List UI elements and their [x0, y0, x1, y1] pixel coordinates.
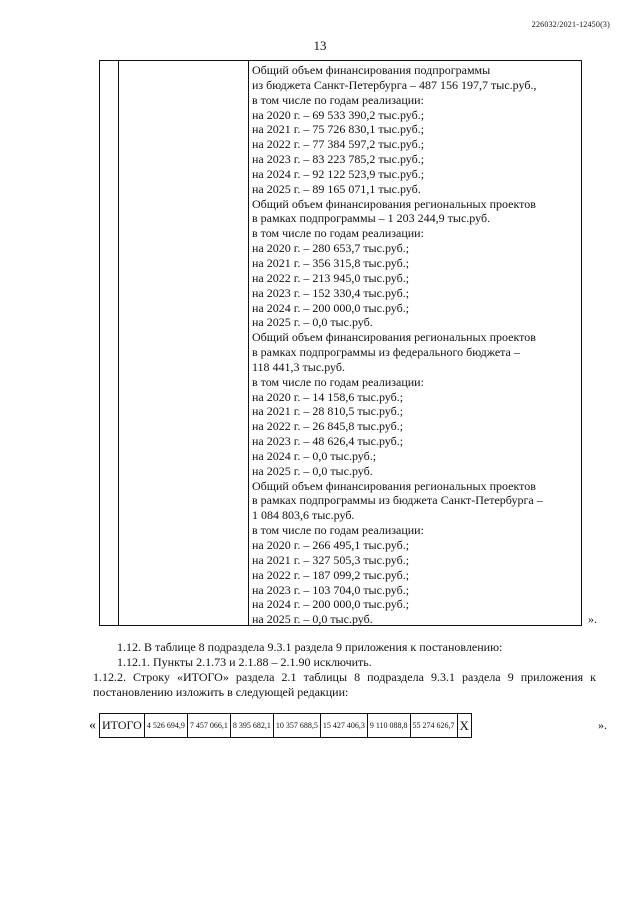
itogo-table: [99, 713, 472, 738]
cell-line: в рамках подпрограммы из бюджета Санкт-Петербурга –: [252, 493, 543, 508]
cell-line: на 2020 г. – 69 533 390,2 тыс.руб.;: [252, 107, 425, 122]
document-registration-code: 226032/2021-12450(3): [531, 20, 610, 29]
itogo-value: 15 427 406,3: [320, 714, 367, 738]
cell-line: на 2020 г. – 280 653,7 тыс.руб.;: [252, 241, 410, 256]
table-column-divider: [118, 61, 119, 625]
table-row: [100, 714, 472, 738]
cell-line: на 2023 г. – 83 223 785,2 тыс.руб.;: [252, 152, 425, 167]
cell-line: в рамках подпрограммы из федерального бюджета –: [252, 345, 520, 360]
cell-line: на 2021 г. – 75 726 830,1 тыс.руб.;: [252, 122, 425, 137]
cell-line: на 2022 г. – 213 945,0 тыс.руб.;: [252, 270, 410, 285]
itogo-mark: X: [457, 714, 471, 738]
cell-line: на 2023 г. – 48 626,4 тыс.руб.;: [252, 434, 404, 449]
cell-line: на 2025 г. – 0,0 тыс.руб.: [252, 315, 373, 330]
cell-line: на 2023 г. – 103 704,0 тыс.руб.;: [252, 582, 410, 597]
itogo-value: 9 110 088,8: [367, 714, 410, 738]
funding-description-cell: [252, 63, 578, 627]
cell-line: в том числе по годам реализации:: [252, 523, 424, 538]
itogo-label: ИТОГО: [100, 714, 145, 738]
cell-line: Общий объем финансирования региональных проектов: [252, 478, 536, 493]
cell-line: на 2022 г. – 77 384 597,2 тыс.руб.;: [252, 137, 425, 152]
cell-line: на 2022 г. – 187 099,2 тыс.руб.;: [252, 567, 410, 582]
cell-line: на 2024 г. – 200 000,0 тыс.руб.;: [252, 300, 410, 315]
cell-line: на 2025 г. – 0,0 тыс.руб.: [252, 463, 373, 478]
cell-line: Общий объем финансирования региональных проектов: [252, 196, 536, 211]
cell-line: 118 441,3 тыс.руб.: [252, 359, 345, 374]
paragraph-1-12-2: 1.12.2. Строку «ИТОГО» раздела 2.1 таблицы 8 подраздела 9.3.1 раздела 9 приложения к постановлению изложить в следующей редакции:: [93, 670, 596, 699]
cell-line: на 2021 г. – 356 315,8 тыс.руб.;: [252, 255, 410, 270]
cell-line: на 2024 г. – 200 000,0 тыс.руб.;: [252, 597, 410, 612]
cell-line: на 2020 г. – 266 495,1 тыс.руб.;: [252, 538, 410, 552]
cell-line: на 2021 г. – 327 505,3 тыс.руб.;: [252, 552, 410, 567]
itogo-value: 10 357 688,5: [273, 714, 320, 738]
cell-line: на 2021 г. – 28 810,5 тыс.руб.;: [252, 404, 404, 419]
cell-line: на 2020 г. – 14 158,6 тыс.руб.;: [252, 389, 404, 404]
cell-line: на 2025 г. – 89 165 071,1 тыс.руб.: [252, 181, 421, 196]
cell-line: на 2023 г. – 152 330,4 тыс.руб.;: [252, 285, 410, 300]
cell-line: на 2024 г. – 92 122 523,9 тыс.руб.;: [252, 166, 425, 181]
cell-line: в том числе по годам реализации:: [252, 226, 424, 241]
cell-line: из бюджета Санкт-Петербурга – 487 156 197,7 тыс.руб.,: [252, 77, 537, 92]
opening-quote: «: [89, 718, 96, 733]
funding-table: [99, 60, 582, 626]
itogo-value: 7 457 066,1: [187, 714, 230, 738]
itogo-value: 55 274 626,7: [410, 714, 457, 738]
itogo-value: 8 395 682,1: [230, 714, 273, 738]
table-column-divider: [248, 61, 249, 625]
cell-line: на 2024 г. – 0,0 тыс.руб.;: [252, 448, 377, 463]
page-number: 13: [313, 38, 327, 53]
paragraph-1-12-1: 1.12.1. Пункты 2.1.73 и 2.1.88 – 2.1.90 исключить.: [117, 655, 372, 669]
closing-quote: ».: [588, 612, 597, 626]
cell-line: в том числе по годам реализации:: [252, 374, 424, 389]
cell-line: Общий объем финансирования региональных проектов: [252, 330, 536, 345]
cell-line: в рамках подпрограммы – 1 203 244,9 тыс.руб.: [252, 211, 491, 226]
cell-line: на 2022 г. – 26 845,8 тыс.руб.;: [252, 419, 404, 434]
itogo-value: 4 526 694,9: [144, 714, 187, 738]
cell-line: Общий объем финансирования подпрограммы: [252, 63, 491, 77]
paragraph-1-12: 1.12. В таблице 8 подраздела 9.3.1 раздела 9 приложения к постановлению:: [117, 640, 503, 654]
cell-line: на 2025 г. – 0,0 тыс.руб.: [252, 612, 373, 627]
cell-line: в том числе по годам реализации:: [252, 92, 424, 107]
closing-quote: ».: [598, 718, 607, 732]
cell-line: 1 084 803,6 тыс.руб.: [252, 508, 355, 523]
